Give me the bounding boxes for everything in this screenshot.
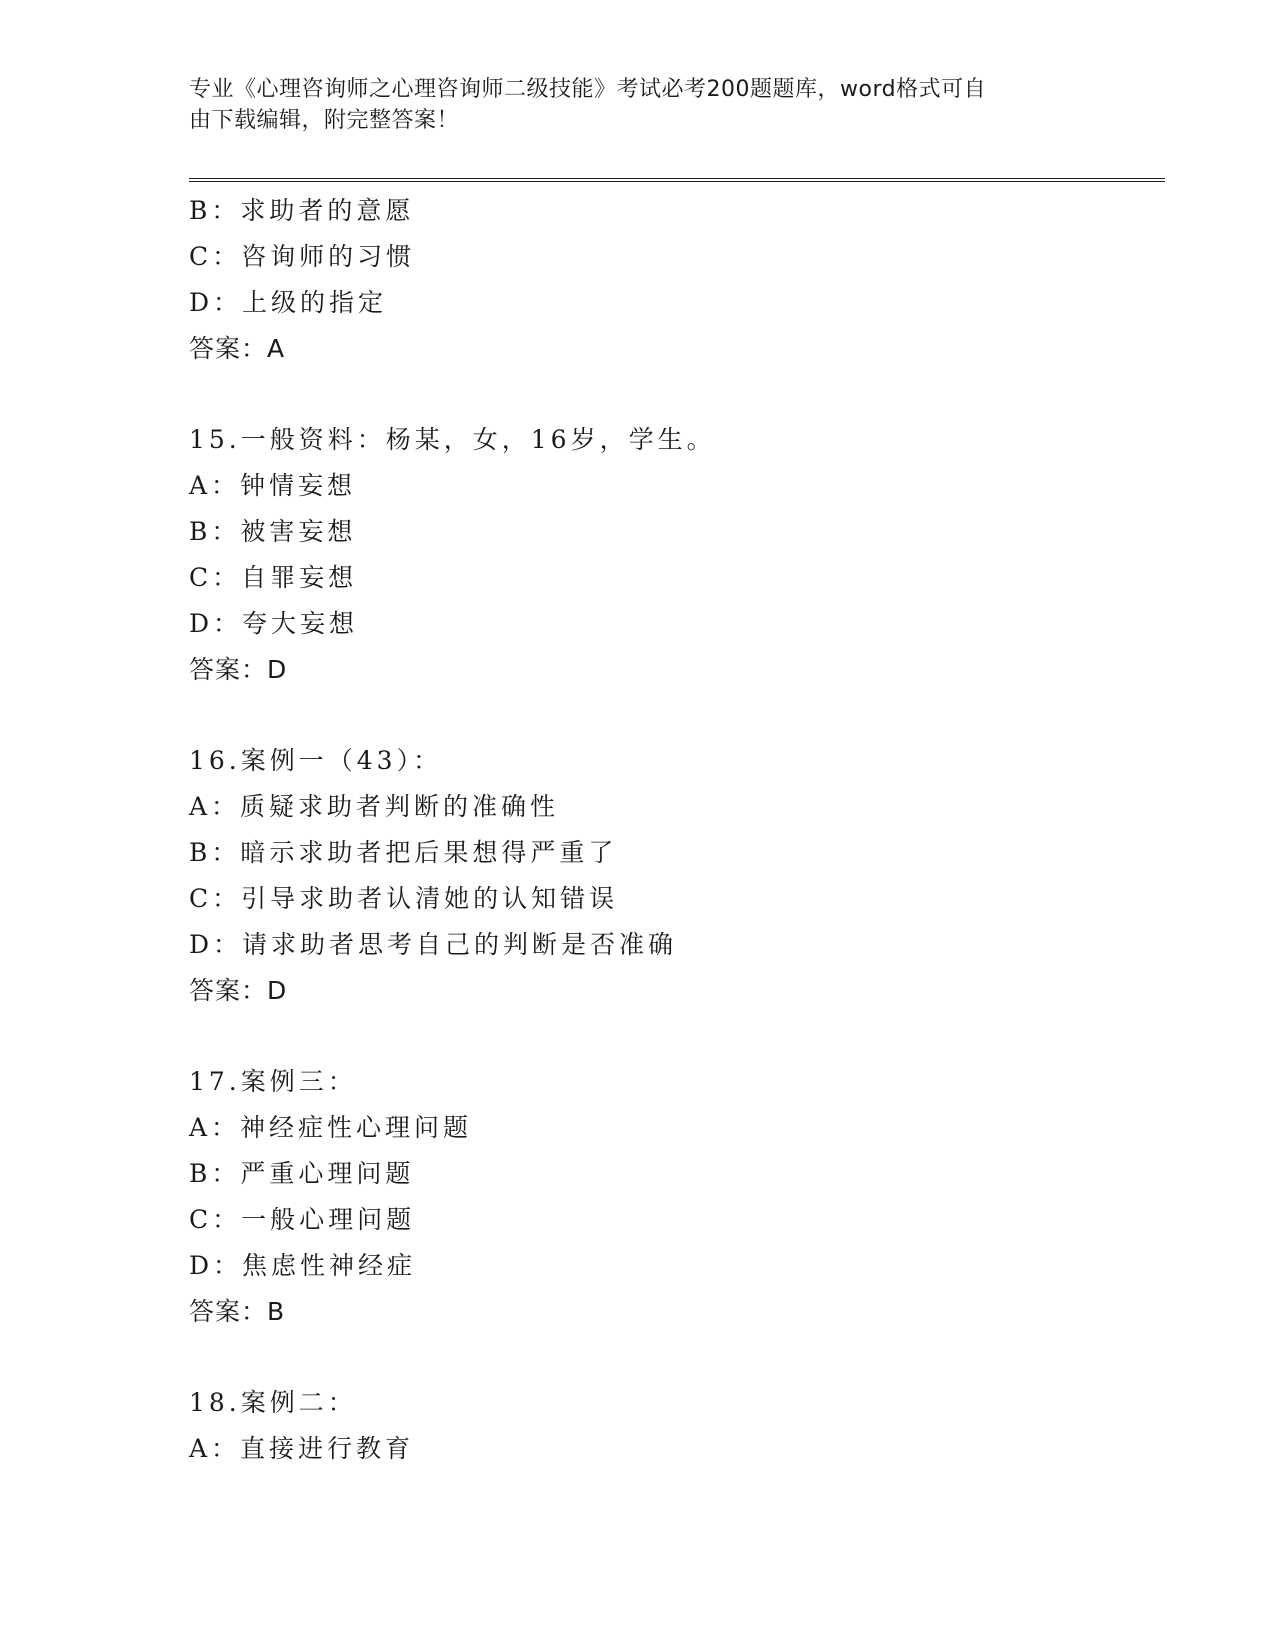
question-block bbox=[189, 1380, 1165, 1472]
answer-line: 答案：D bbox=[189, 655, 288, 684]
question-block bbox=[189, 738, 1165, 1014]
option-a: A：质疑求助者判断的准确性 bbox=[189, 792, 560, 821]
option-c: C：自罪妄想 bbox=[189, 563, 358, 592]
question-stem: 18.案例二： bbox=[189, 1388, 357, 1417]
question-stem: 16.案例一（43）： bbox=[189, 746, 443, 775]
option-d: D：夸大妄想 bbox=[189, 609, 359, 638]
option-d: D：上级的指定 bbox=[189, 288, 388, 317]
answer-line: 答案：A bbox=[189, 334, 286, 363]
option-c: C：引导求助者认清她的认知错误 bbox=[189, 884, 619, 913]
header-divider bbox=[189, 178, 1165, 182]
answer-line: 答案：B bbox=[189, 1297, 286, 1326]
option-d: D：焦虑性神经症 bbox=[189, 1251, 417, 1280]
answer-line: 答案：D bbox=[189, 976, 288, 1005]
header-line-1: 专业《心理咨询师之心理咨询师二级技能》考试必考200题题库，word格式可自 bbox=[189, 77, 987, 102]
option-c: C：咨询师的习惯 bbox=[189, 242, 416, 271]
document-header bbox=[189, 74, 1089, 136]
question-list bbox=[189, 188, 1165, 1472]
question-stem: 17.案例三： bbox=[189, 1067, 357, 1096]
option-b: B：被害妄想 bbox=[189, 517, 357, 546]
question-block bbox=[189, 1059, 1165, 1335]
option-b: B：严重心理问题 bbox=[189, 1159, 415, 1188]
header-line-2: 由下载编辑，附完整答案！ bbox=[189, 108, 460, 133]
option-a: A：神经症性心理问题 bbox=[189, 1113, 473, 1142]
option-a: A：钟情妄想 bbox=[189, 471, 357, 500]
option-b: B：暗示求助者把后果想得严重了 bbox=[189, 838, 618, 867]
option-b: B：求助者的意愿 bbox=[189, 196, 415, 225]
option-a: A：直接进行教育 bbox=[189, 1434, 415, 1463]
question-block bbox=[189, 417, 1165, 693]
option-d: D：请求助者思考自己的判断是否准确 bbox=[189, 930, 678, 959]
question-block bbox=[189, 188, 1165, 372]
option-c: C：一般心理问题 bbox=[189, 1205, 416, 1234]
question-stem: 15.一般资料：杨某，女，16岁，学生。 bbox=[189, 425, 716, 454]
